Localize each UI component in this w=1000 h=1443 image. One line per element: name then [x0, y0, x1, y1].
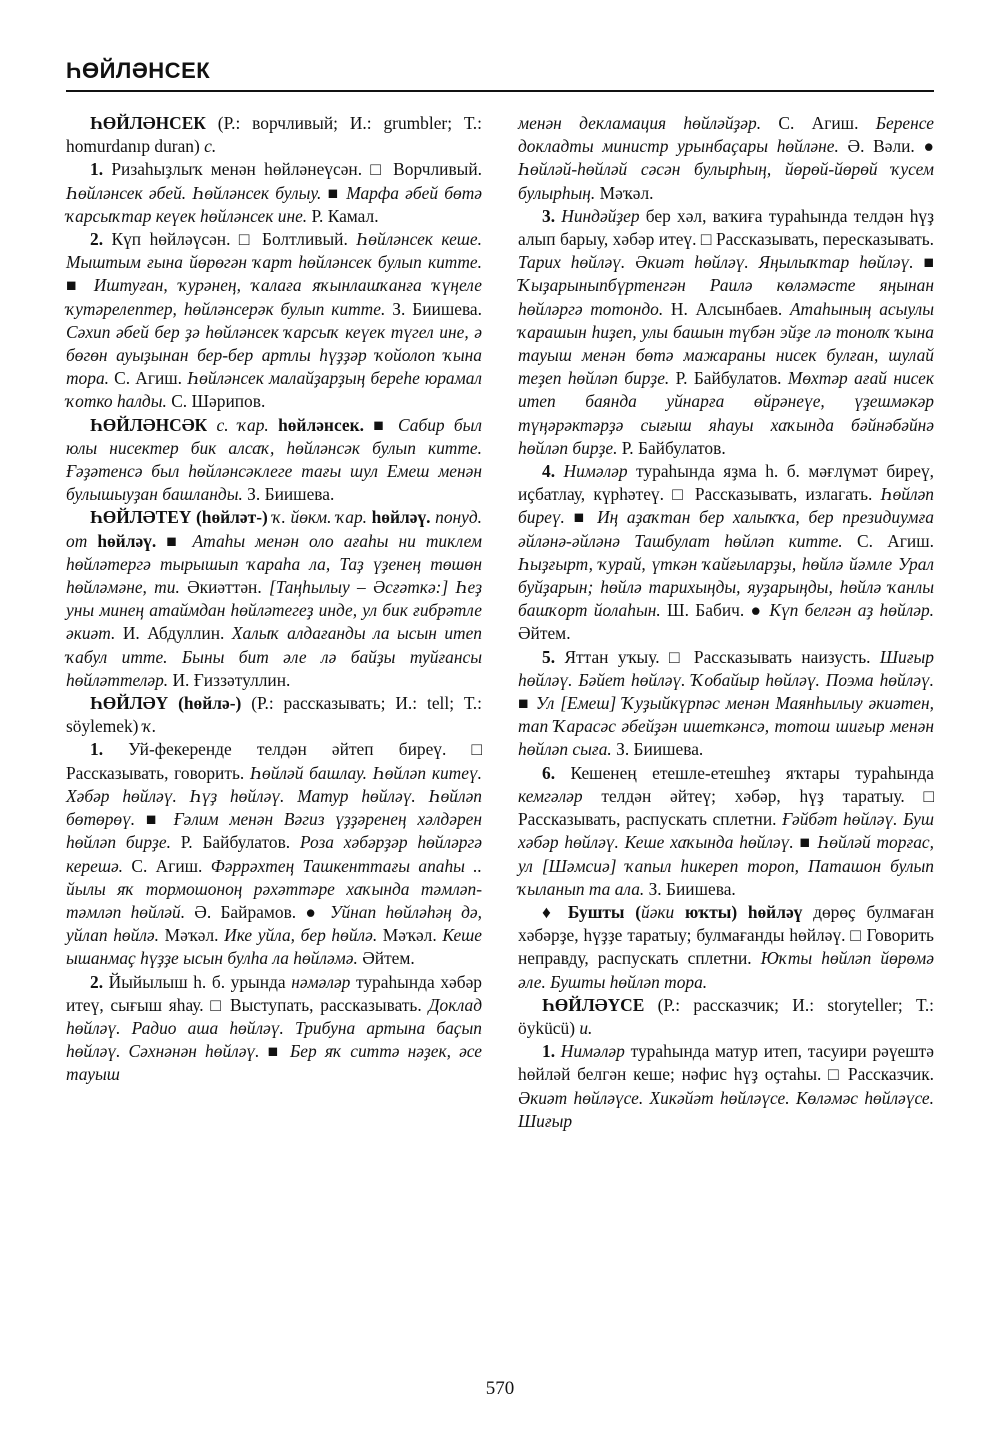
italic-text: Роза хәбәрҙәр һөйләргә керешә.: [66, 832, 483, 876]
italic-text: Бер яҡ ситтә нәҙек, әсе тауыш: [66, 1041, 483, 1085]
body-text: ■: [135, 809, 174, 830]
italic-text: Ике уйла, бер һөйлә.: [224, 925, 378, 946]
body-text: Р. Байбулатов.: [170, 832, 300, 853]
dictionary-paragraph: [518, 460, 934, 646]
italic-text: Атаһы менән оло ағаһы ни тиклем һөйләтергә тырышып ҡараһа ла, Таҙ үҙенең төшөн һөйләмәне, ти.: [66, 530, 483, 598]
italic-text: и.: [579, 1017, 593, 1038]
italic-text: Юҡты һөйләп йөрөмә әле. Бушты һөйләп тора.: [518, 948, 934, 992]
italic-text: Ғәйбәт һөйләү. Буш хәбәр һөйләү. Кеше хаҡында һөйләү.: [518, 809, 935, 853]
left-column: [66, 112, 482, 1087]
italic-text: Һөйләй-һөйләй сәсән булырһың, йөрөй-йөрөй ҡусем булырһың.: [518, 159, 934, 203]
dictionary-paragraph: [518, 994, 934, 1040]
body-text: С. Агиш.: [123, 855, 211, 876]
italic-text: Тарих һөйләү. Әкиәт һөйләү. Яңылыҡтар һөйләү.: [518, 252, 914, 273]
body-text: Мәҡәл.: [158, 925, 225, 946]
dictionary-paragraph: [518, 762, 934, 901]
body-text: Н. Алсынбаев.: [663, 298, 790, 319]
bold-text: һөйләү.: [367, 507, 431, 528]
body-text: ■: [363, 414, 399, 435]
italic-text: ҡ. йөкм. ҡар.: [272, 507, 368, 528]
headword: ҺӨЙЛӘНСӘК: [90, 414, 208, 435]
italic-text: йәки: [641, 901, 675, 922]
italic-text: Атаһының асыулы ҡарашын һиҙеп, улы башын түбән эйҙе лә тонолҡ ҡына тауыш менән бөтә мажараны нисек булған, шулай теҙеп һөйләп бирҙе.: [518, 298, 934, 389]
body-text: Әйтем.: [357, 948, 415, 969]
italic-text: ҡ.: [142, 716, 157, 737]
italic-text: с.: [204, 136, 217, 157]
right-column: [518, 112, 934, 1133]
bold-text: 1.: [542, 1041, 556, 1062]
dictionary-paragraph: [518, 901, 934, 994]
body-text: Кешенең етешле-етешһеҙ яҡтары тураһында: [555, 762, 934, 783]
body-text: Күп һөйләүсән. □ Болтливый.: [103, 229, 357, 250]
body-text: [555, 461, 563, 481]
italic-text: Ул [Емеш] Ҡуҙыйкүрпәс менән Маянһылыу әкиәтен, тап Ҡарасәс әбейҙән ишеткәнсә, тотош шиғыр менән һөйләп сыға.: [518, 693, 934, 760]
body-text: З. Биишева.: [385, 298, 482, 319]
bold-text: (һөйлә-): [168, 693, 242, 714]
body-text: ■: [793, 832, 818, 853]
italic-text: Нимәләр: [563, 461, 628, 482]
italic-text: [Таңһылыу – Әсғәткә:] Һеҙ уны минең атаймдан һөйләтегеҙ инде, ул бик ғибрәтле әкиәт.: [66, 577, 482, 644]
body-text: тураһында яҙма һ. б. мәғлүмәт биреү, иҫбатлау, күрһәтеү. □ Рассказывать, излагать.: [518, 461, 934, 505]
body-text: Р. Байбулатов.: [617, 437, 726, 458]
dictionary-paragraph: [66, 738, 482, 970]
italic-text: Беренсе докладты министр урынбаҫары һөйләне.: [518, 113, 934, 157]
body-text: ■: [156, 530, 193, 551]
italic-text: Һөйләнсек әбей. Һөйләнсек булыу.: [66, 182, 322, 203]
italic-text: Доклад һөйләү. Радио аша һөйләү. Трибуна артына баҫып һөйләү. Сәхнәнән һөйләү.: [66, 994, 482, 1062]
italic-text: нәмәләр: [291, 971, 351, 992]
body-text: З. Биишева.: [644, 878, 736, 899]
italic-text: Фәррәхтең Ташкенттағы апаһы .. йылы яҡ тормошоноң рәхәттәре хаҡында тәмләп-тәмләп һөйләй.: [66, 855, 482, 922]
dictionary-paragraph: [66, 228, 482, 414]
italic-text: Һөйләнсек малайҙарҙың береһе юрамал ҡотко һалды.: [66, 368, 482, 412]
italic-text: Уйнап һөйләһәң дә, уйлап һөйлә.: [66, 901, 482, 946]
body-text: ■: [66, 275, 94, 296]
italic-text: понуд. от: [66, 507, 482, 551]
bold-text: 1.: [90, 159, 104, 180]
bold-text: юҡты) һөйләү: [674, 901, 803, 922]
body-text: З. Биишева.: [242, 484, 335, 505]
body-text: Р. Камал.: [307, 205, 379, 226]
italic-text: Шиғыр һөйләү. Бәйет һөйләү. Ҡобайыр һөйләү. Поэма һөйләү.: [518, 646, 934, 690]
bold-text: 3.: [542, 205, 556, 226]
body-text: Мәҡәл.: [377, 925, 443, 946]
italic-text: Марфа әбей бөтә ҡарсыҡтар кеүек һөйләнсек ине.: [66, 182, 482, 226]
body-text: телдән әйтеү; хәбәр, һүҙ таратыу. □ Рассказывать, распускать сплетни.: [518, 785, 934, 830]
italic-text: Ғәлим менән Вәгиз үҙҙәренең хәлдәрен һөйләп бирҙе.: [66, 809, 482, 853]
bold-text: (һөйләт-): [191, 507, 273, 528]
italic-text: Һөйләй башлау. Һөйләп китеү. Хәбәр һөйләү. Һүҙ һөйләү. Матур һөйләү. Һөйләп бөтөрөү.: [66, 762, 482, 830]
body-text: бер хәл, ваҡиға тураһында телдән һүҙ алып барыу, хәбәр итеү. □ Рассказывать, пересказывать.: [518, 205, 934, 250]
body-text: ■: [259, 1041, 291, 1062]
italic-text: менән декламация һөйләйҙәр.: [518, 113, 762, 133]
italic-text: Сәхип әбей бер ҙә һөйләнсек ҡарсыҡ кеүек түгел ине, ә бөгөн ауыҙынан бер-бер артлы һүҙҙәр ҡойолоп ҡына тора.: [66, 321, 482, 389]
italic-text: Әкиәт һөйләүсе. Хикәйәт һөйләүсе. Көләмәс һөйләүсе. Шиғыр: [518, 1087, 934, 1131]
headword: ҺӨЙЛӘНСЕК: [90, 113, 206, 133]
italic-text: Мөхтәр ағай нисек итеп баянда уйнарға өйрәнеүе, үҙешмәкәр түңәрәктәрҙә сығыш яһауы хаҡында бәйнәбәйнә һөйләп бирҙе.: [518, 368, 934, 458]
italic-text: кемгәләр: [518, 785, 583, 806]
italic-text: Һөйләп биреү.: [518, 484, 934, 528]
dictionary-paragraph: [518, 646, 934, 762]
dictionary-paragraph: [66, 692, 482, 738]
bold-text: 5.: [542, 646, 556, 667]
body-text: (Р.: ворчливый; И.: grumbler; Т.: homurdanıp duran): [66, 113, 482, 157]
body-text: С. Шәрипов.: [166, 391, 266, 412]
italic-text: Ниндәйҙер: [561, 205, 640, 226]
body-text: З. Биишева.: [611, 739, 704, 760]
dictionary-paragraph: [66, 112, 482, 158]
body-text: (Р.: рассказчик; И.: storyteller; Т.: öykücü): [518, 994, 934, 1038]
italic-text: Кеше ышанмаҫ һүҙҙе ысын булһа ла һөйләмә.: [66, 925, 483, 969]
italic-text: Халыҡ алдағанды ла ысын итеп ҡабул итте. Быны бит әле лә байҙы туйғансы һөйләттеләр.: [66, 623, 482, 690]
italic-text: Сабир был юлы нисектер бик алсаҡ, һөйләнсәк булып китте. Ғәҙәтенсә был һөйләнсәклеге тағы шул Емеш менән булышыуҙан башланды.: [66, 414, 482, 505]
bold-text: 4.: [542, 461, 556, 482]
italic-text: Нимәләр: [560, 1041, 625, 1062]
dictionary-paragraph: [518, 1040, 934, 1133]
body-text: Яттан уҡыу. □ Рассказывать наизусть.: [555, 646, 880, 667]
body-text: дөрөҫ булмаған хәбәрҙе, һүҙҙе таратыу; булмағанды һөйләү. □ Говорить неправду, распускать сплетни.: [518, 901, 935, 969]
body-text: И. Ғиззәтуллин.: [168, 669, 291, 690]
bold-text: һөйләү.: [87, 530, 157, 551]
dictionary-paragraph: [518, 112, 934, 205]
body-text: ■: [321, 182, 347, 203]
body-text: Ш. Бабич. ●: [660, 600, 770, 621]
bold-text: 2.: [90, 229, 104, 250]
body-text: Әйтем.: [518, 623, 571, 644]
dictionary-paragraph: [66, 158, 482, 228]
bold-text: 6.: [542, 762, 556, 783]
body-text: Уй-фекеренде телдән әйтеп биреү. □ Рассказывать, говорить.: [66, 739, 482, 783]
bold-text: 2.: [90, 971, 104, 992]
body-text: Р. Байбулатов.: [669, 368, 788, 389]
running-head: ҺӨЙЛӘНСЕК: [66, 58, 211, 83]
body-text: ■: [913, 252, 934, 273]
italic-text: Иштуған, ҡурәнең, ҡалаға яҡынлашҡанға ҡүңеле ҡутәрелептер, һөйләнсерәк булып китте.: [66, 275, 482, 319]
body-text: С. Агиш.: [842, 530, 934, 551]
dictionary-paragraph: [66, 414, 482, 507]
body-text: (Р.: рассказывать; И.: tell; Т.: söylemek): [66, 693, 482, 737]
body-text: Ризаһыҙлыҡ менән һөйләнеүсән. □ Ворчливый.: [103, 159, 482, 180]
bold-text: һөйләнсек.: [268, 414, 364, 435]
body-text: тураһында матур итеп, тасуири рәүештә һөйләй белгән кеше; нәфис һүҙ оҫтаһы. □ Рассказчик.: [518, 1041, 934, 1085]
italic-text: Күп белгән аҙ һөйләр.: [769, 600, 934, 621]
dictionary-paragraph: [518, 205, 934, 460]
italic-text: Һөйләнсек кеше. Мыштым ғына йөрөгән ҡарт һөйләнсек булып китте.: [66, 229, 482, 273]
body-text: ■: [564, 507, 598, 528]
headword: ҺӨЙЛӘҮ: [90, 693, 169, 714]
page-number: 570: [485, 1378, 515, 1399]
body-text: С. Агиш.: [761, 113, 876, 133]
body-text: С. Агиш.: [109, 368, 188, 389]
body-text: Ә. Вәли. ●: [838, 136, 934, 157]
bold-text: ♦ Бушты (: [542, 901, 641, 922]
body-text: Мәҡәл.: [595, 182, 654, 203]
bold-text: 1.: [90, 739, 104, 760]
body-text: тураһында хәбәр итеү, сығыш яһау. □ Выступать, рассказывать.: [66, 971, 482, 1015]
italic-text: Һөйләй торғас, ул [Шәмсиә] ҡапыл һикереп тороп, Паташон булып ҡыланып та ала.: [518, 832, 934, 899]
body-text: ■: [518, 693, 536, 714]
body-text: Йыйылыш һ. б. урында: [103, 971, 292, 992]
italic-text: с. ҡар.: [216, 414, 269, 435]
dictionary-paragraph: [66, 971, 482, 1087]
header-rule: [66, 90, 934, 92]
italic-text: Һыҙғырт, ҡурай, үткән ҡайғыларҙы, һөйлә йәмле Урал буйҙарын; һөйлә тарихыңды, яуҙарыңды, һөйлә ҡанлы башҡорт йолаһын.: [518, 553, 934, 621]
italic-text: Иң аҙаҡтан бер халыҡҡа, бер президиумға әйләнә-әйләнә Ташбулат һөйләп китте.: [518, 507, 934, 551]
italic-text: Ҡыҙарыныпбүртенгән Раилә көләмәсте яңынан һөйләргә тотондо.: [518, 275, 934, 319]
body-text: Әкиәттән.: [179, 577, 269, 598]
body-text: И. Абдуллин.: [115, 623, 232, 644]
dictionary-paragraph: [66, 506, 482, 692]
headword: ҺӨЙЛӘТЕҮ: [90, 507, 192, 528]
body-text: Ә. Байрамов. ●: [185, 901, 331, 922]
headword: ҺӨЙЛӘҮСЕ: [542, 994, 645, 1015]
